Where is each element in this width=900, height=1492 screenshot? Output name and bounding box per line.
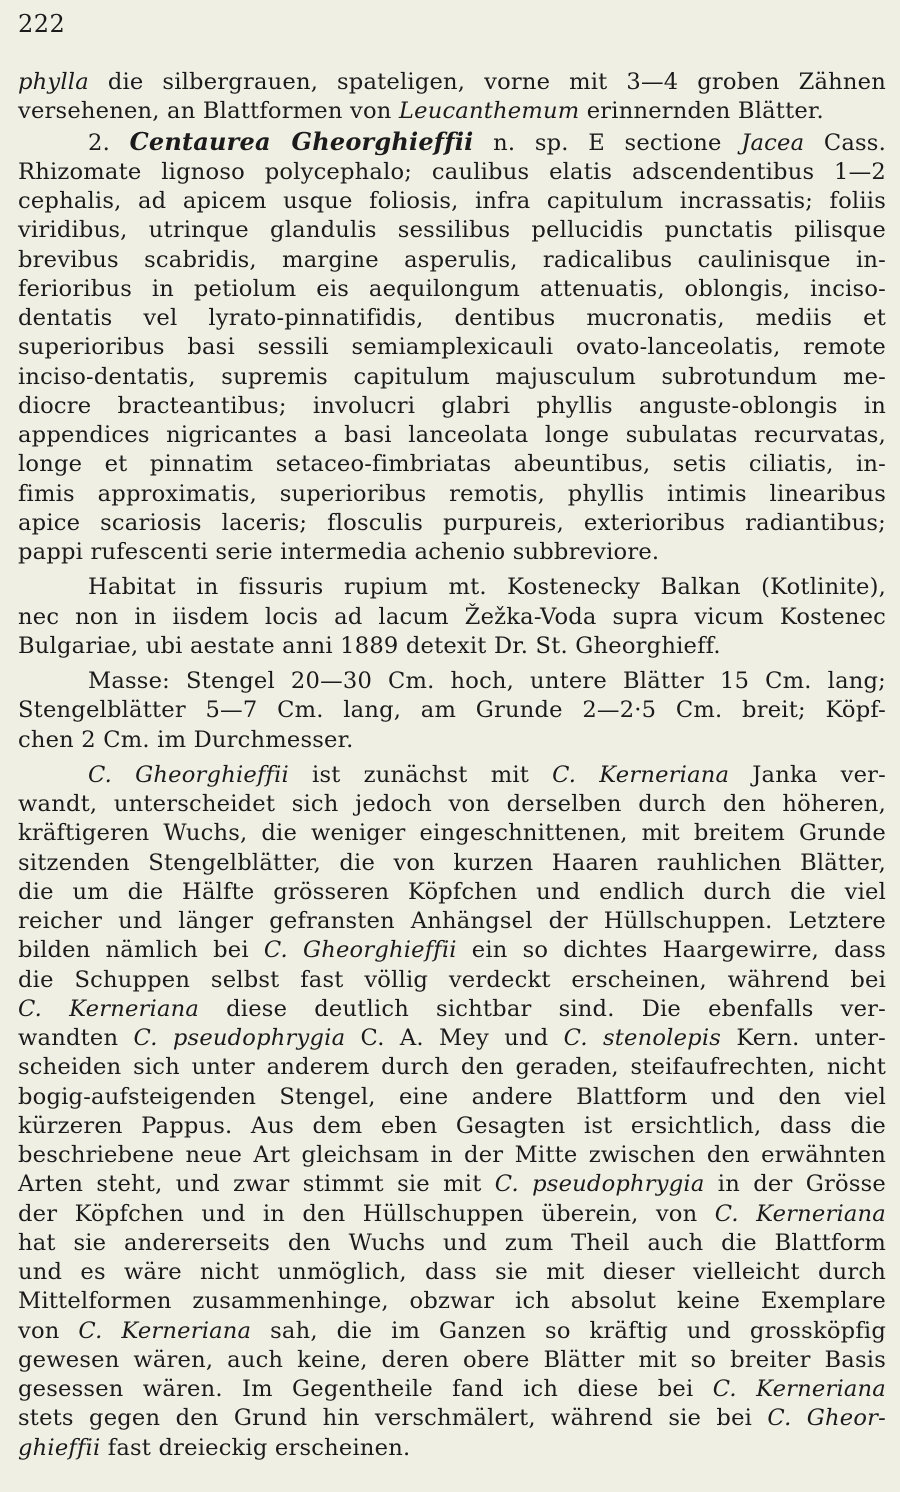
line-text: dentatis vel lyrato-pinnatifidis, dentibus mucronatis, mediis et	[18, 305, 886, 331]
text-line	[18, 1404, 886, 1433]
line-text: und es wäre nicht unmöglich, dass sie mit dieser vielleicht durch	[18, 1259, 886, 1285]
line-text: kräftigeren Wuchs, die weniger eingeschnittenen, mit breitem Grunde	[18, 820, 886, 847]
species-name: Centaurea Gheorghieffii	[129, 126, 474, 156]
italic-text: C. Gheorghieffii	[263, 937, 457, 964]
line-text: erinnernden Blätter.	[579, 98, 824, 125]
line-text: Mittelformen zusammenhinge, obzwar ich absolut keine Exemplare	[18, 1288, 886, 1315]
line-text: gesessen wären. Im Gegentheile fand ich diese bei	[18, 1376, 713, 1402]
body-text	[18, 68, 886, 1463]
line-text: C. A. Mey und	[345, 1025, 564, 1051]
text-line	[18, 603, 886, 632]
text-line	[18, 966, 886, 995]
text-line	[18, 761, 886, 790]
line-text: sitzenden Stengelblätter, die von kurzen Haaren rauhlichen Blätter,	[18, 849, 886, 876]
line-text: longe et pinnatim setaceo-fimbriatas abeuntibus, setis ciliatis, in-	[18, 451, 886, 478]
text-line	[18, 1287, 886, 1316]
line-text: viridibus, utrinque glandulis sessilibus pellucidis punctatis pilisque	[18, 217, 886, 244]
line-text: versehenen, an Blattformen von	[18, 98, 399, 125]
text-line	[18, 97, 886, 126]
italic-text: C. pseudophrygia	[494, 1171, 705, 1198]
text-line	[18, 696, 886, 725]
line-text: beschriebene neue Art gleichsam in der Mitte zwischen den erwähnten	[18, 1142, 886, 1168]
line-text: hat sie andererseits den Wuchs und zum Theil auch die Blattform	[18, 1229, 886, 1256]
line-text: cephalis, ad apicem usque foliosis, infra capitulum incrassatis; foliis	[18, 188, 886, 214]
italic-text: C. stenolepis	[563, 1025, 722, 1051]
text-line	[18, 1317, 886, 1346]
italic-text: C. Kerneriana	[78, 1317, 252, 1344]
text-line	[18, 216, 886, 245]
line-text: diocre bracteantibus; involucri glabri phyllis anguste-oblongis in	[18, 392, 886, 419]
text-line	[18, 907, 886, 936]
line-text: ist zunächst mit	[288, 761, 553, 788]
line-text: n. sp. E sectione	[473, 129, 742, 156]
text-line	[18, 1083, 886, 1112]
line-text: nec non in iisdem locis ad lacum Žežka-Voda supra vicum Kostenec	[18, 603, 886, 630]
line-text: diese deutlich sichtbar sind. Die ebenfalls ver-	[199, 995, 886, 1022]
line-text: brevibus scabridis, margine asperulis, radicalibus caulinisque in-	[18, 246, 886, 273]
line-text: Stengelblätter 5—7 Cm. lang, am Grunde 2—2·5 Cm. breit; Köpf-	[18, 697, 886, 724]
line-text: 2.	[88, 129, 130, 156]
text-line	[18, 392, 886, 421]
text-line	[18, 1434, 886, 1463]
text-line	[18, 509, 886, 538]
text-line	[18, 450, 886, 479]
line-text: fimis approximatis, superioribus remotis, phyllis intimis linearibus	[18, 480, 886, 507]
line-text: bogig-aufsteigenden Stengel, eine andere Blattform und den viel	[18, 1083, 886, 1110]
line-text: Rhizomate lignoso polycephalo; caulibus elatis adscendentibus 1—2	[18, 158, 886, 185]
text-line	[18, 68, 886, 97]
line-text: chen 2 Cm. im Durchmesser.	[18, 726, 354, 753]
italic-text: C. pseudophrygia	[133, 1025, 346, 1051]
italic-text: C. Kerneriana	[552, 761, 730, 788]
text-line	[18, 304, 886, 333]
text-line	[18, 726, 886, 755]
text-line	[18, 1258, 886, 1287]
italic-text: ghieffii	[18, 1434, 101, 1461]
line-text: der Köpfchen und in den Hüllschuppen überein, von	[18, 1200, 715, 1227]
text-line	[18, 421, 886, 450]
text-line	[18, 667, 886, 696]
italic-text: C. Kerneriana	[712, 1376, 886, 1402]
text-line	[18, 275, 886, 304]
line-text: fast dreieckig erscheinen.	[100, 1434, 411, 1461]
line-text: Janka ver-	[729, 761, 886, 788]
italic-text: Jacea	[741, 129, 805, 156]
italic-text: C. Kerneriana	[18, 995, 200, 1022]
text-line	[18, 878, 886, 907]
line-text: pappi rufescenti serie intermedia achenio subbreviore.	[18, 539, 660, 565]
text-line	[18, 1141, 886, 1170]
line-text: ferioribus in petiolum eis aequilongum attenuatis, oblongis, inciso-	[18, 275, 886, 302]
line-text: kürzeren Pappus. Aus dem eben Gesagten ist ersichtlich, dass die	[18, 1112, 886, 1139]
text-line	[18, 187, 886, 216]
text-line	[18, 632, 886, 661]
line-text: bilden nämlich bei	[18, 937, 264, 964]
italic-text: C. Kerneriana	[714, 1200, 886, 1227]
line-text: superioribus basi sessili semiamplexicauli ovato-lanceolatis, remote	[18, 334, 886, 361]
line-text: wandten	[18, 1025, 134, 1051]
line-text: Kern. unter-	[721, 1025, 886, 1051]
line-text: Bulgariae, ubi aestate anni 1889 detexit Dr. St. Gheorghieff.	[18, 632, 721, 659]
text-line	[18, 538, 886, 567]
italic-text: phylla	[18, 69, 89, 95]
text-line	[18, 1112, 886, 1141]
line-text: stets gegen den Grund hin verschmälert, während sie bei	[18, 1405, 768, 1432]
line-text: apice scariosis laceris; flosculis purpureis, exterioribus radiantibus;	[18, 509, 886, 536]
italic-text: C. Gheor-	[767, 1405, 886, 1432]
text-line	[18, 819, 886, 848]
line-text: die silbergrauen, spateligen, vorne mit 3—4 groben Zähnen	[88, 69, 886, 95]
line-text: inciso-dentatis, supremis capitulum majusculum subrotundum me-	[18, 363, 886, 390]
text-line	[18, 333, 886, 362]
text-line	[18, 127, 886, 158]
text-line	[18, 790, 886, 819]
line-text: Masse: Stengel 20—30 Cm. hoch, untere Blätter 15 Cm. lang;	[88, 668, 886, 694]
line-text: wandt, unterscheidet sich jedoch von derselben durch den höheren,	[18, 791, 886, 817]
text-line	[18, 849, 886, 878]
text-line	[18, 1024, 886, 1053]
text-line	[18, 1053, 886, 1082]
line-text: sah, die im Ganzen so kräftig und grossköpfig	[251, 1317, 886, 1344]
line-text: appendices nigricantes a basi lanceolata longe subulatas recurvatas,	[18, 422, 886, 448]
text-line	[18, 936, 886, 965]
text-line	[18, 1346, 886, 1375]
line-text: in der Grösse	[704, 1171, 886, 1198]
text-line	[18, 573, 886, 602]
line-text: die Schuppen selbst fast völlig verdeckt erscheinen, während bei	[18, 966, 886, 993]
text-line	[18, 480, 886, 509]
line-text: Cass.	[804, 129, 886, 156]
line-text: ein so dichtes Haargewirre, dass	[456, 937, 886, 964]
text-line	[18, 246, 886, 275]
text-line	[18, 1229, 886, 1258]
text-line	[18, 995, 886, 1024]
line-text: scheiden sich unter anderem durch den geraden, steifaufrechten, nicht	[18, 1054, 886, 1081]
text-line	[18, 1170, 886, 1199]
text-line	[18, 1375, 886, 1404]
line-text: die um die Hälfte grösseren Köpfchen und endlich durch die viel	[18, 878, 886, 905]
line-text: Arten steht, und zwar stimmt sie mit	[18, 1171, 495, 1198]
italic-text: C. Gheorghieffii	[88, 761, 289, 788]
page-number	[18, 8, 886, 40]
line-text: von	[18, 1317, 79, 1344]
italic-text: Leucanthemum	[398, 98, 580, 125]
line-text: Habitat in fissuris rupium mt. Kostenecky Balkan (Kotlinite),	[88, 574, 886, 601]
page-number-text: 222	[18, 10, 66, 38]
text-line	[18, 363, 886, 392]
line-text: reicher und länger gefransten Anhängsel der Hüllschuppen. Letztere	[18, 908, 886, 934]
text-line	[18, 1200, 886, 1229]
line-text: gewesen wären, auch keine, deren obere Blätter mit so breiter Basis	[18, 1346, 886, 1373]
text-line	[18, 158, 886, 187]
